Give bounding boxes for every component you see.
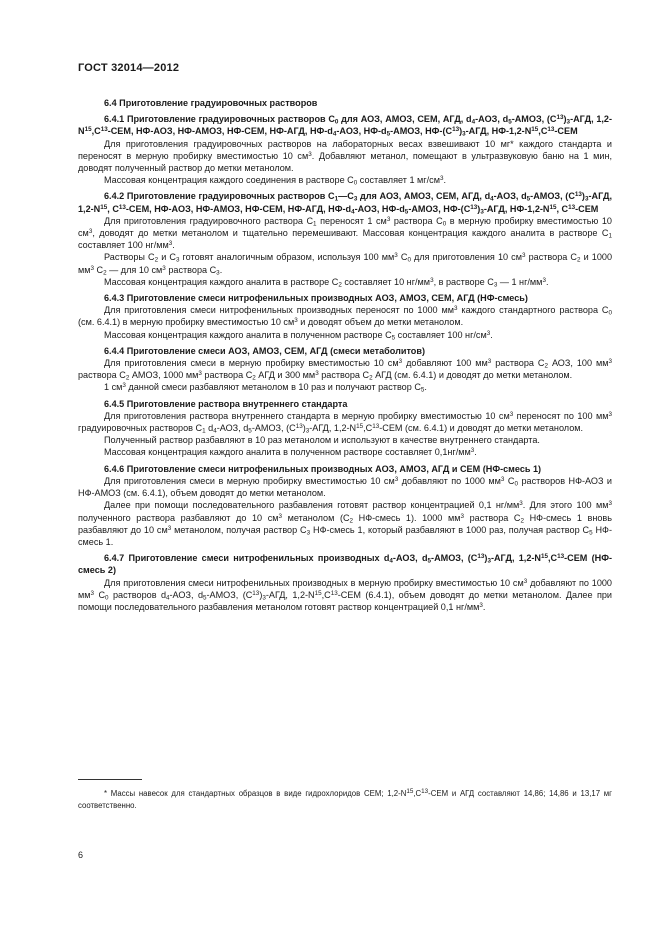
paragraph: 1 $см^3$ данной смеси разбавляют метанолом в 10 раз и получают раствор $C_5$. [104,382,427,394]
section-heading: 6.4.4 Приготовление смеси АОЗ, АМОЗ, СЕМ, АГД (смеси метаболитов) [104,345,425,356]
paragraph: Далее при помощи последовательного разбавления готовят раствор концентрацией 0,1 $нг/мм^3$. Для этого 100 $мм^3$ полученного раствора разбавляют до 10 $см^3$ метанолом ($C_2$ НФ-смесь 1). 1000 $мм^3$ раствора $C_2$ НФ-смесь 1 вновь разбавляют до 10 $см^3$ метанолом, получая раствор $C_3$ НФ-смесь 1, который разбавляют в 1000 раз, получая раствор $C_5$ НФ-смесь 1. [78,500,613,547]
section-heading: 6.4.2 Приготовление градуировочных растворов $C_1—C_3$ для АОЗ, АМОЗ, СЕМ, АГД, $d_4$-АОЗ, $d_5$-АМОЗ, $(C^{13})_3$-АГД, $1,2-N^{15}$, $C^{13}$-СЕМ, НФ-АОЗ, НФ-АМОЗ, НФ-СЕМ, НФ-АГД, $НФ-d_4$-АОЗ, $НФ-d_5$-АМОЗ, $НФ-(C^{13})_3$-АГД, $НФ-1,2-N^{15}$, $C^{13}$-СЕМ [78,191,612,216]
paragraph: Для приготовления смеси нитрофенильных производных в мерную пробирку вместимостью 10 $см^3$ добавляют по 1000 $мм^3$ $C_0$ растворов $d_4$-АОЗ, $d_5$-АМОЗ, $(C^{13})_3$-АГД, $1,2-N^{15},C^{13}$-СЕМ (6.4.1), объем доводят до метки метанолом. Далее при помощи последовательного разбавления метанолом готовят раствор концентрацией 0,1 $нг/мм^3$. [78,577,613,612]
paragraph: Полученный раствор разбавляют в 10 раз метанолом и используют в качестве внутреннего стандарта. [104,435,540,446]
document-content [78,97,612,613]
paragraph: Массовая концентрация каждого аналита в полученном растворе $C_5$ составляет 100 $нг/см^3$. [104,329,493,342]
paragraph: Для приготовления смеси в мерную пробирку вместимостью 10 $см^3$ добавляют 100 $мм^3$ раствора $C_2$ АОЗ, 100 $мм^3$ раствора $C_2$ АМОЗ, 1000 $мм^3$ раствора $C_2$ АГД и 300 $мм^3$ раствора $C_2$ АГД (см. 6.4.1) и доводят до метки метанолом. [78,358,612,382]
footnote: * Массы навесок для стандартных образцов в виде гидрохлоридов СЕМ; $1,2-N^{15},C^{13}$-СЕМ и АГД составляют 14,86; 14,86 и 13,17 мг соответственно. [78,788,612,810]
paragraph: Растворы $C_2$ и $C_3$ готовят аналогичным образом, используя 100 $мм^3$ $C_0$ для приготовления 10 $см^3$ раствора $C_2$ и 1000 $мм^3$ $C_2$ — для 10 $см^3$ раствора $C_3$. [78,252,613,277]
paragraph: Массовая концентрация каждого аналита в растворе $C_2$ составляет 10 $нг/мм^3$, в растворе $C_3$ — 1 $нг/мм^3$. [104,276,549,289]
paragraph: Для приготовления градуировочных растворов на лабораторных весах взвешивают 10 мг* каждого стандарта и переносят в мерную пробирку вместимостью 10 $см^3$. Добавляют метанол, помещают в ультразвуковую баню на 1 мин, доводят полученный раствор до метки метанолом. [78,138,612,174]
section-heading: 6.4 Приготовление градуировочных растворов [104,98,318,108]
paragraph: Для приготовления смеси в мерную пробирку вместимостью 10 $см^3$ добавляют по 1000 $мм^3$ $C_0$ растворов НФ-АОЗ и НФ-АМОЗ (см. 6.4.1), объем доводят до метки метанолом. [78,475,612,499]
section-heading: 6.4.1 Приготовление градуировочных растворов $C_0$ для АОЗ, АМОЗ, СЕМ, АГД, $d_4$-АОЗ, $d_5$-АМОЗ, $(C^{13})_3$-АГД, $1,2-N^{15},C^{13}$-СЕМ, НФ-АОЗ, НФ-АМОЗ, НФ-СЕМ, НФ-АГД, $НФ-d_4$-АОЗ, $НФ-d_5$-АМОЗ, $НФ-(C^{13})_3$-АГД, $НФ-1,2-N^{15},C^{13}$-СЕМ [78,114,612,138]
paragraph: Для приготовления смеси нитрофенильных производных переносят по 1000 $мм^3$ каждого стандартного раствора $C_0$ (см. 6.4.1) в мерную пробирку вместимостью 10 $см^3$ и доводят объем до метки метанолом. [78,305,612,328]
section-heading: 6.4.5 Приготовление раствора внутреннего стандарта [104,398,348,409]
document-header: ГОСТ 32014—2012 [78,62,180,74]
section-heading: 6.4.7 Приготовление смеси нитрофенильных производных $d_4$-АОЗ, $d_5$-АМОЗ, $(C^{13})_3$-АГД, $1,2-N^{15},C^{13}$-СЕМ (НФ-смесь 2) [78,553,613,576]
section-heading: 6.4.3 Приготовление смеси нитрофенильных производных АОЗ, АМОЗ, СЕМ, АГД (НФ-смесь) [104,293,528,304]
paragraph: Для приготовления раствора внутреннего стандарта в мерную пробирку вместимостью 10 $см^3$ переносят по 100 $мм^3$ градуировочных растворов $C_1$ $d_4$-АОЗ, $d_5$-АМОЗ, $(C^{13})_3$-АГД, $1,2-N^{15},C^{13}$-СЕМ (см. 6.4.1) и доводят до метки метанолом. [78,410,613,435]
paragraph: Массовая концентрация каждого аналита в полученном растворе составляет $0,1нг/мм^3$. [104,447,477,458]
footnote-divider [78,779,142,780]
page-body [78,62,612,613]
page-number: 6 [78,850,84,860]
section-heading: 6.4.6 Приготовление смеси нитрофенильных производных АОЗ, АМОЗ, АГД и СЕМ (НФ-смесь 1) [104,463,542,474]
paragraph: Для приготовления градуировочного раствора $C_1$ переносят 1 $см^3$ раствора $C_0$ в мерную пробирку вместимостью 10 $см^3$, доводят до метки метанолом и тщательно перемешивают. Массовая концентрация каждого аналита в растворе $C_1$ составляет 100 $нг/мм^3$. [78,215,612,251]
paragraph: Массовая концентрация каждого соединения в растворе $C_0$ составляет 1 $мг/см^3$. [104,175,446,187]
